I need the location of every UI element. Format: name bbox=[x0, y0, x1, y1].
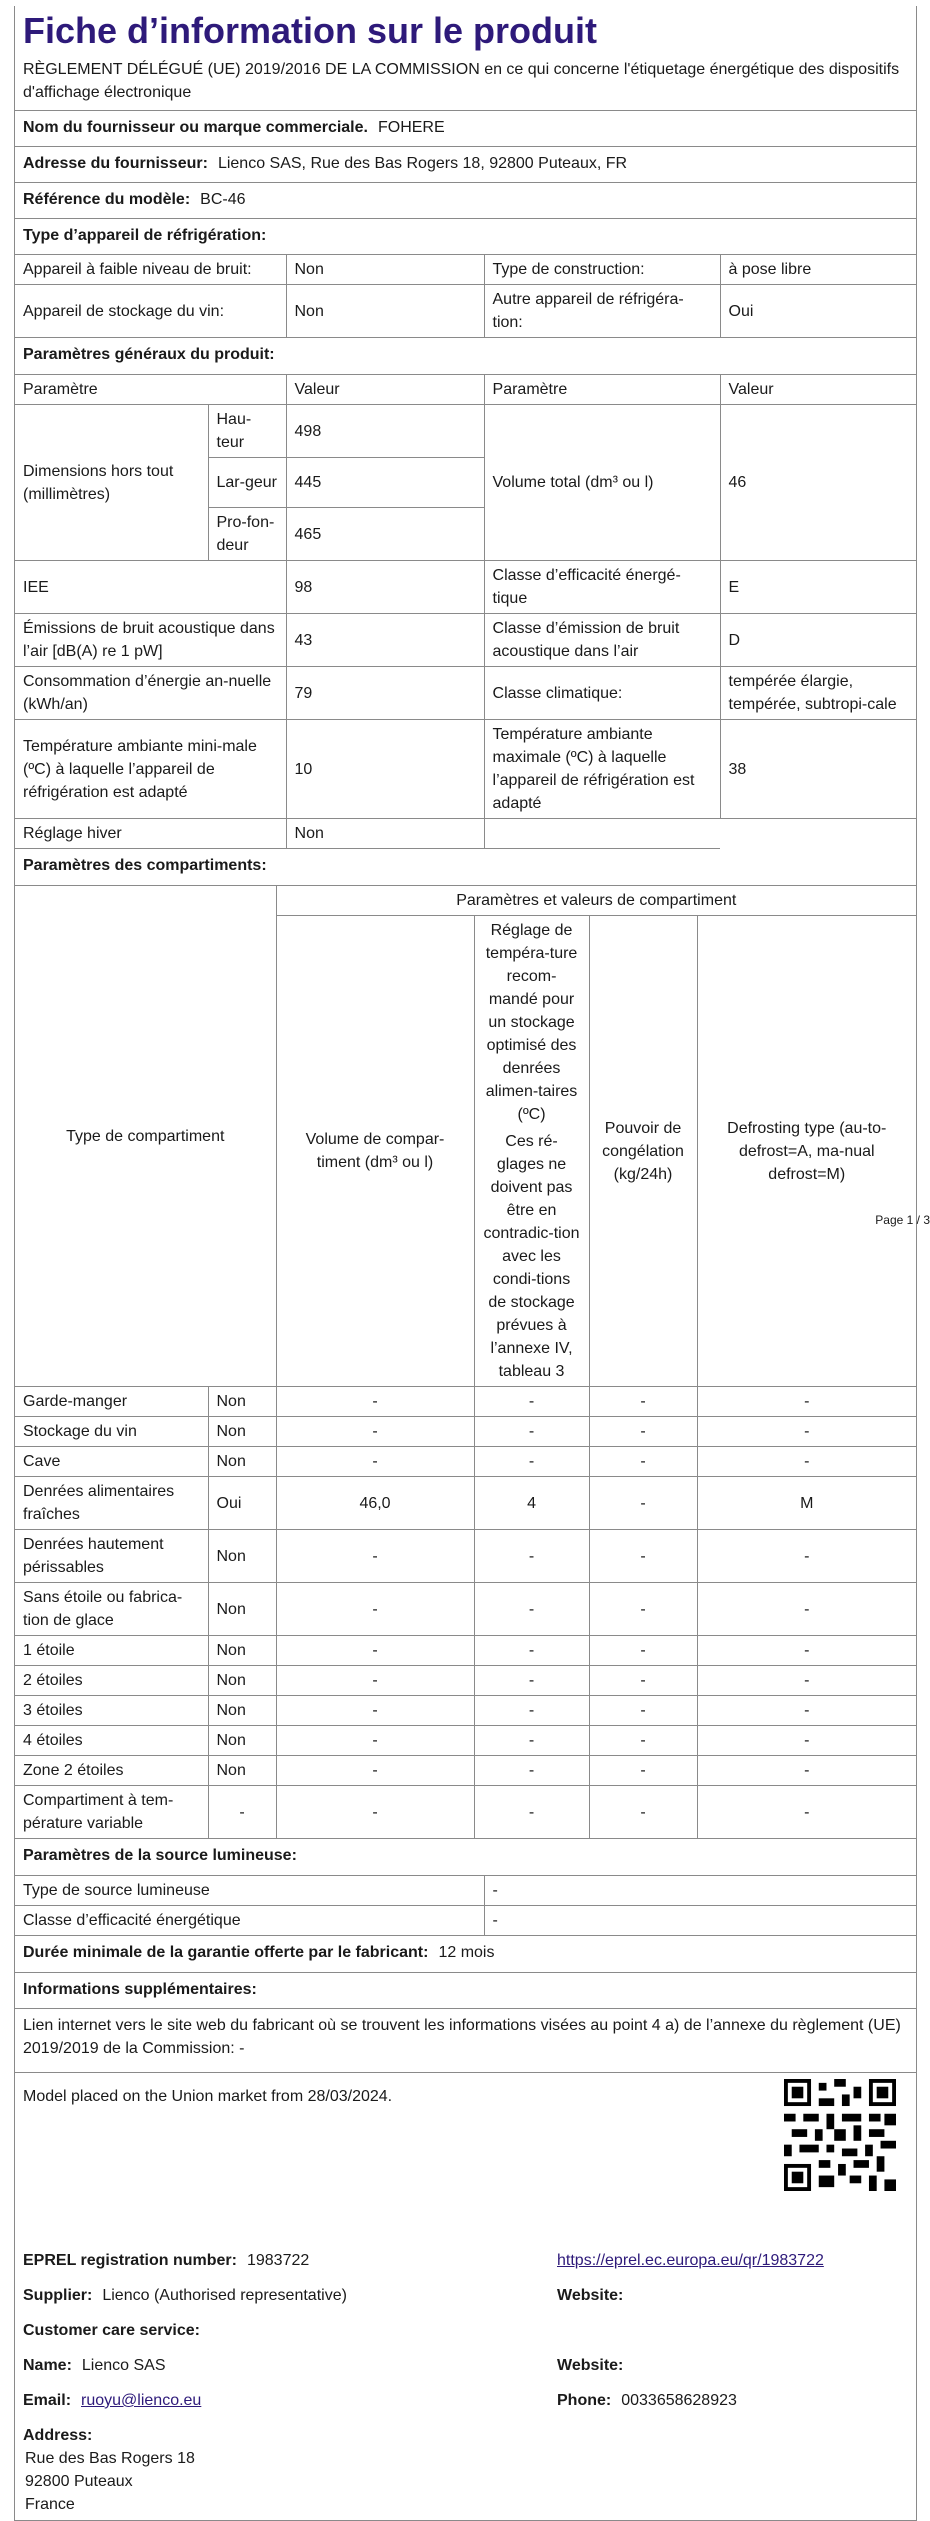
website-label: Website: bbox=[557, 2287, 624, 2304]
compartment-present: Non bbox=[208, 1696, 276, 1726]
light-class-value: - bbox=[484, 1906, 916, 1936]
table-row bbox=[15, 1786, 916, 1839]
compartment-freezing: - bbox=[589, 1387, 697, 1417]
eprel-link[interactable]: https://eprel.ec.europa.eu/qr/1983722 bbox=[557, 2252, 824, 2269]
customer-care-label: Customer care service: bbox=[23, 2322, 200, 2339]
page-number: Page 1 / 3 bbox=[875, 1213, 930, 1227]
appliance-type-table bbox=[15, 254, 916, 338]
address-line: Rue des Bas Rogers 18 bbox=[25, 2450, 195, 2467]
table-row bbox=[15, 375, 916, 405]
volume-header: Volume de compar-timent (dm³ ou l) bbox=[276, 916, 474, 1387]
compartment-volume: 46,0 bbox=[276, 1477, 474, 1530]
compartment-temperature: - bbox=[474, 1583, 589, 1636]
table-row bbox=[15, 405, 916, 458]
compartment-name: 2 étoiles bbox=[15, 1666, 208, 1696]
compartments-table bbox=[15, 885, 916, 1839]
compartment-freezing: - bbox=[589, 1696, 697, 1726]
col-header-value: Valeur bbox=[720, 375, 916, 405]
param-value: Non bbox=[286, 255, 484, 285]
param-label: IEE bbox=[15, 561, 286, 614]
table-row bbox=[15, 1906, 916, 1936]
param-value: 98 bbox=[286, 561, 484, 614]
compartment-temperature: - bbox=[474, 1756, 589, 1786]
compartment-name: Garde-manger bbox=[15, 1387, 208, 1417]
param-value: 79 bbox=[286, 667, 484, 720]
compartment-temperature: - bbox=[474, 1447, 589, 1477]
temperature-header-note: Ces ré-glages ne doivent pas être en contradic-tion avec les condi-tions de stockage prévues à l’annexe IV, tableau 3 bbox=[483, 1133, 580, 1380]
compartment-freezing: - bbox=[589, 1726, 697, 1756]
table-row bbox=[15, 1726, 916, 1756]
table-row bbox=[15, 1583, 916, 1636]
compartment-type-header: Type de compartiment bbox=[15, 886, 276, 1387]
email-line bbox=[23, 2389, 201, 2412]
compartment-freezing: - bbox=[589, 1417, 697, 1447]
guarantee-value: 12 mois bbox=[438, 1944, 495, 1961]
table-row bbox=[15, 720, 916, 819]
table-row bbox=[15, 1417, 916, 1447]
extra-info-heading: Informations supplémentaires: bbox=[15, 1972, 916, 2008]
name-label: Name: bbox=[23, 2357, 72, 2374]
compartment-freezing: - bbox=[589, 1786, 697, 1839]
compartment-name: 4 étoiles bbox=[15, 1726, 208, 1756]
table-row bbox=[15, 886, 916, 916]
compartment-name: 1 étoile bbox=[15, 1636, 208, 1666]
compartment-volume: - bbox=[276, 1696, 474, 1726]
supplier-value: Lienco (Authorised representative) bbox=[102, 2287, 347, 2304]
dimension-value: 465 bbox=[286, 508, 484, 561]
table-row bbox=[15, 561, 916, 614]
dimensions-label: Dimensions hors tout (millimètres) bbox=[15, 405, 208, 561]
compartment-present: Non bbox=[208, 1417, 276, 1447]
compartment-present: Non bbox=[208, 1583, 276, 1636]
table-row bbox=[15, 1387, 916, 1417]
page-title: Fiche d’information sur le produit bbox=[23, 10, 598, 51]
param-value: Oui bbox=[720, 285, 916, 338]
address-label: Address: bbox=[23, 2427, 93, 2444]
table-row bbox=[15, 819, 916, 849]
dimension-name: Lar-geur bbox=[208, 458, 286, 508]
address-block bbox=[25, 2447, 195, 2516]
compartment-temperature: - bbox=[474, 1530, 589, 1583]
volume-value: 46 bbox=[720, 405, 916, 561]
model-ref-value: BC-46 bbox=[200, 191, 246, 208]
temperature-header-text: Réglage de tempéra-ture recom-mandé pour un stockage optimisé des denrées alimen-taires (ºC) bbox=[485, 922, 578, 1123]
compartment-temperature: - bbox=[474, 1786, 589, 1839]
compartment-freezing: - bbox=[589, 1666, 697, 1696]
name-value: Lienco SAS bbox=[81, 2357, 166, 2374]
guarantee-row bbox=[15, 1936, 916, 1972]
compartments-heading: Paramètres des compartiments: bbox=[23, 857, 267, 874]
empty-cell bbox=[720, 819, 916, 849]
compartment-defrost: M bbox=[697, 1477, 916, 1530]
compartment-defrost: - bbox=[697, 1696, 916, 1726]
empty-cell bbox=[484, 819, 720, 849]
winter-setting-label: Réglage hiver bbox=[15, 819, 286, 849]
param-label: Appareil à faible niveau de bruit: bbox=[15, 255, 286, 285]
supplier-name-row bbox=[15, 110, 916, 146]
product-sheet bbox=[14, 6, 917, 2521]
compartment-present: Non bbox=[208, 1666, 276, 1696]
compartment-volume: - bbox=[276, 1636, 474, 1666]
param-value: Non bbox=[286, 285, 484, 338]
temperature-header bbox=[474, 916, 589, 1387]
guarantee-label: Durée minimale de la garantie offerte par le fabricant: bbox=[23, 1944, 429, 1961]
eprel-number bbox=[23, 2249, 309, 2272]
compartment-volume: - bbox=[276, 1756, 474, 1786]
compartment-present: Non bbox=[208, 1530, 276, 1583]
param-value: tempérée élargie, tempérée, subtropi-cale bbox=[720, 667, 916, 720]
param-value: 38 bbox=[720, 720, 916, 819]
compartment-present: Non bbox=[208, 1636, 276, 1666]
param-label: Appareil de stockage du vin: bbox=[15, 285, 286, 338]
compartment-name: Denrées alimentaires fraîches bbox=[15, 1477, 208, 1530]
compartment-defrost: - bbox=[697, 1636, 916, 1666]
compartment-name: Cave bbox=[15, 1447, 208, 1477]
compartment-volume: - bbox=[276, 1786, 474, 1839]
model-ref-row bbox=[15, 182, 916, 218]
param-label: Classe d’efficacité énergé-tique bbox=[484, 561, 720, 614]
regulation-subtitle: RÈGLEMENT DÉLÉGUÉ (UE) 2019/2016 DE LA COMMISSION en ce qui concerne l'étiquetage énergétique des dispositifs d'affichage électronique bbox=[23, 61, 900, 101]
market-text: Model placed on the Union market from 28/03/2024. bbox=[23, 2088, 393, 2105]
phone-label: Phone: bbox=[557, 2392, 612, 2409]
compartment-volume: - bbox=[276, 1447, 474, 1477]
compartment-temperature: - bbox=[474, 1726, 589, 1756]
compartment-freezing: - bbox=[589, 1477, 697, 1530]
qr-code-icon bbox=[784, 2079, 896, 2191]
address-line: 92800 Puteaux bbox=[25, 2473, 133, 2490]
table-row bbox=[15, 1477, 916, 1530]
compartment-volume: - bbox=[276, 1583, 474, 1636]
param-label: Température ambiante maximale (ºC) à laquelle l’appareil de réfrigération est adapté bbox=[484, 720, 720, 819]
compartment-name: Denrées hautement périssables bbox=[15, 1530, 208, 1583]
table-row bbox=[15, 1666, 916, 1696]
param-label: Température ambiante mini-male (ºC) à laquelle l’appareil de réfrigération est adapté bbox=[15, 720, 286, 819]
compartment-volume: - bbox=[276, 1417, 474, 1447]
compartment-present: - bbox=[208, 1786, 276, 1839]
param-label: Classe climatique: bbox=[484, 667, 720, 720]
light-class-label: Classe d’efficacité énergétique bbox=[15, 1906, 484, 1936]
dimension-name: Pro-fon-deur bbox=[208, 508, 286, 561]
compartment-volume: - bbox=[276, 1530, 474, 1583]
param-label: Type de construction: bbox=[484, 255, 720, 285]
param-label: Consommation d’énergie an-nuelle (kWh/an) bbox=[15, 667, 286, 720]
table-row bbox=[15, 255, 916, 285]
compartment-freezing: - bbox=[589, 1583, 697, 1636]
compartment-freezing: - bbox=[589, 1530, 697, 1583]
param-value: à pose libre bbox=[720, 255, 916, 285]
compartment-defrost: - bbox=[697, 1583, 916, 1636]
supplier-label: Supplier: bbox=[23, 2287, 93, 2304]
compartment-name: Zone 2 étoiles bbox=[15, 1756, 208, 1786]
supplier-name-value: FOHERE bbox=[377, 119, 445, 136]
winter-setting-value: Non bbox=[286, 819, 484, 849]
extra-info-text: Lien internet vers le site web du fabricant où se trouvent les informations visées au point 4 a) de l’annexe du règlement (UE) 2019/2019 de la Commission: - bbox=[15, 2008, 916, 2072]
compartment-rows bbox=[15, 1387, 916, 1839]
param-label: Classe d’émission de bruit acoustique dans l’air bbox=[484, 614, 720, 667]
light-source-table bbox=[15, 1875, 916, 1936]
general-params-table bbox=[15, 374, 916, 849]
phone-line bbox=[557, 2389, 737, 2412]
param-label: Autre appareil de réfrigéra-tion: bbox=[484, 285, 720, 338]
light-type-value: - bbox=[484, 1876, 916, 1906]
general-params-heading: Paramètres généraux du produit: bbox=[23, 346, 275, 363]
dimension-name: Hau-teur bbox=[208, 405, 286, 458]
email-label: Email: bbox=[23, 2392, 72, 2409]
supplier-name-label: Nom du fournisseur ou marque commerciale. bbox=[23, 119, 368, 136]
compartment-temperature: - bbox=[474, 1387, 589, 1417]
supplier-address-label: Adresse du fournisseur: bbox=[23, 155, 208, 172]
compartment-temperature: - bbox=[474, 1696, 589, 1726]
param-value: E bbox=[720, 561, 916, 614]
param-value: 43 bbox=[286, 614, 484, 667]
param-value: 10 bbox=[286, 720, 484, 819]
param-label: Émissions de bruit acoustique dans l’air [dB(A) re 1 pW] bbox=[15, 614, 286, 667]
table-row bbox=[15, 667, 916, 720]
care-name-line bbox=[23, 2354, 166, 2377]
compartment-defrost: - bbox=[697, 1417, 916, 1447]
compartment-name: Compartiment à tem-pérature variable bbox=[15, 1786, 208, 1839]
table-row bbox=[15, 1756, 916, 1786]
freezing-capacity-header: Pouvoir de congélation (kg/24h) bbox=[589, 916, 697, 1387]
compartment-present: Non bbox=[208, 1756, 276, 1786]
compartment-defrost: - bbox=[697, 1530, 916, 1583]
eprel-value: 1983722 bbox=[246, 2252, 310, 2269]
compartment-name: Sans étoile ou fabrica-tion de glace bbox=[15, 1583, 208, 1636]
light-source-heading: Paramètres de la source lumineuse: bbox=[23, 1847, 297, 1864]
compartment-defrost: - bbox=[697, 1447, 916, 1477]
compartment-volume: - bbox=[276, 1387, 474, 1417]
compartment-defrost: - bbox=[697, 1786, 916, 1839]
param-value: D bbox=[720, 614, 916, 667]
compartment-temperature: - bbox=[474, 1666, 589, 1696]
col-header-value: Valeur bbox=[286, 375, 484, 405]
eprel-footer bbox=[15, 2072, 916, 2520]
dimension-value: 445 bbox=[286, 458, 484, 508]
compartment-group-header: Paramètres et valeurs de compartiment bbox=[276, 886, 916, 916]
table-row bbox=[15, 614, 916, 667]
table-row bbox=[15, 285, 916, 338]
model-ref-label: Référence du modèle: bbox=[23, 191, 191, 208]
compartment-present: Non bbox=[208, 1447, 276, 1477]
compartment-name: Stockage du vin bbox=[15, 1417, 208, 1447]
compartment-freezing: - bbox=[589, 1756, 697, 1786]
table-row bbox=[15, 1876, 916, 1906]
compartment-defrost: - bbox=[697, 1756, 916, 1786]
col-header-param: Paramètre bbox=[15, 375, 286, 405]
compartment-freezing: - bbox=[589, 1636, 697, 1666]
table-row bbox=[15, 1530, 916, 1583]
compartment-defrost: - bbox=[697, 1726, 916, 1756]
email-link[interactable]: ruoyu@lienco.eu bbox=[81, 2392, 202, 2409]
compartment-temperature: - bbox=[474, 1636, 589, 1666]
compartment-volume: - bbox=[276, 1726, 474, 1756]
compartment-present: Non bbox=[208, 1387, 276, 1417]
compartment-present: Non bbox=[208, 1726, 276, 1756]
compartment-name: 3 étoiles bbox=[15, 1696, 208, 1726]
address-line: France bbox=[25, 2496, 75, 2513]
phone-value: 0033658628923 bbox=[621, 2392, 737, 2409]
col-header-param: Paramètre bbox=[484, 375, 720, 405]
defrost-type-header: Defrosting type (au-to-defrost=A, ma-nual defrost=M) bbox=[697, 916, 916, 1387]
compartment-volume: - bbox=[276, 1666, 474, 1696]
compartment-defrost: - bbox=[697, 1387, 916, 1417]
light-type-label: Type de source lumineuse bbox=[15, 1876, 484, 1906]
eprel-label: EPREL registration number: bbox=[23, 2252, 237, 2269]
dimension-value: 498 bbox=[286, 405, 484, 458]
care-website-label: Website: bbox=[557, 2357, 624, 2374]
table-row bbox=[15, 1447, 916, 1477]
table-row bbox=[15, 1636, 916, 1666]
compartment-defrost: - bbox=[697, 1666, 916, 1696]
compartment-temperature: 4 bbox=[474, 1477, 589, 1530]
compartment-freezing: - bbox=[589, 1447, 697, 1477]
appliance-type-heading: Type d’appareil de réfrigération: bbox=[15, 218, 916, 254]
supplier-address-value: Lienco SAS, Rue des Bas Rogers 18, 92800 Puteaux, FR bbox=[217, 155, 628, 172]
compartment-present: Oui bbox=[208, 1477, 276, 1530]
table-row bbox=[15, 1696, 916, 1726]
supplier-address-row bbox=[15, 146, 916, 182]
volume-label: Volume total (dm³ ou l) bbox=[484, 405, 720, 561]
supplier-line bbox=[23, 2284, 347, 2307]
compartment-temperature: - bbox=[474, 1417, 589, 1447]
